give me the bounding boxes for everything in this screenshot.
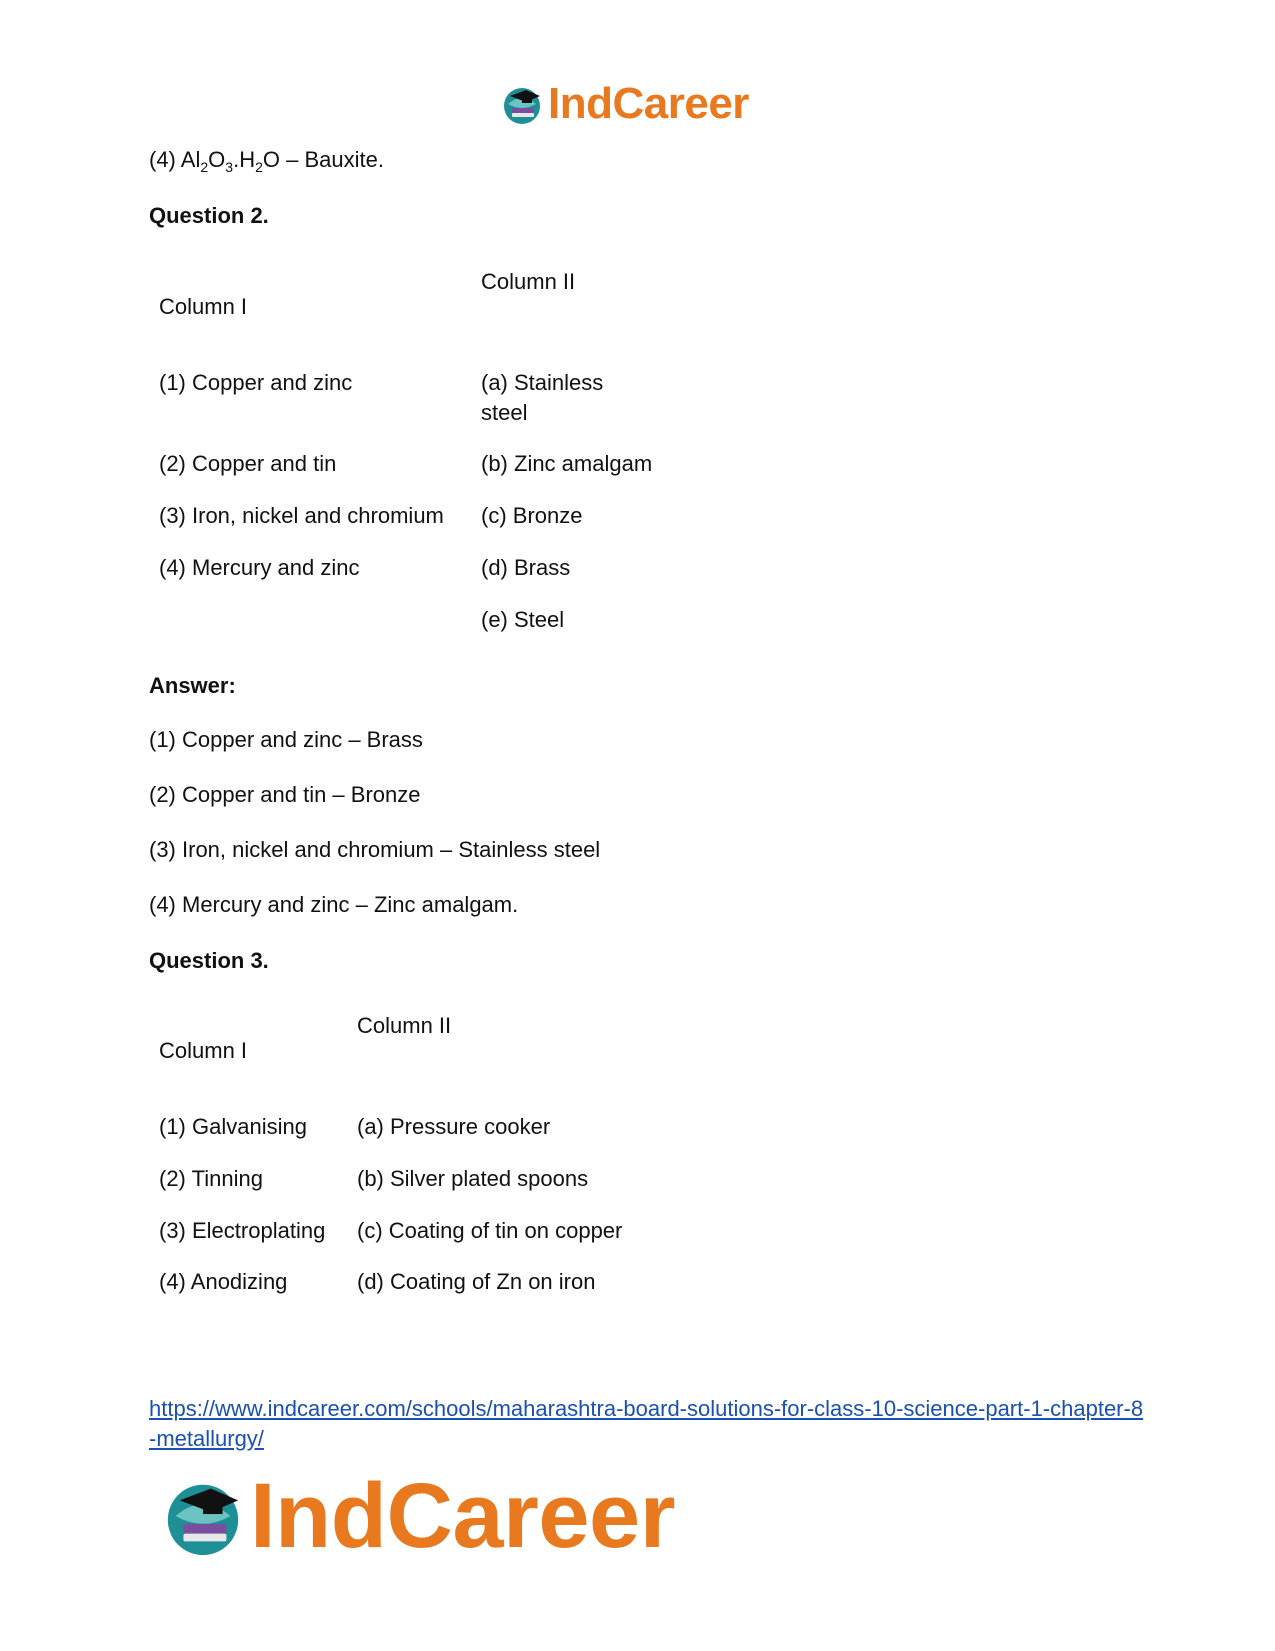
q2-col2-item: (d) Brass — [481, 555, 571, 580]
graduation-globe-icon — [500, 82, 544, 126]
answer-line: (3) Iron, nickel and chromium – Stainless steel — [149, 837, 601, 862]
answer-line: (1) Copper and zinc – Brass — [149, 727, 423, 752]
answer-title: Answer: — [149, 673, 236, 698]
q2-col1-header: Column I — [159, 294, 248, 319]
question-3-title: Question 3. — [149, 948, 269, 973]
q3-col2-item: (b) Silver plated spoons — [357, 1166, 589, 1191]
header-brand: IndCareer — [548, 79, 749, 128]
answer-line: (4) Mercury and zinc – Zinc amalgam. — [149, 892, 519, 917]
q3-col2-item: (a) Pressure cooker — [357, 1114, 551, 1139]
q2-col2-item: (b) Zinc amalgam — [481, 451, 653, 476]
q2-col2-item: steel — [481, 400, 528, 425]
q3-col1-item: (4) Anodizing — [159, 1269, 288, 1294]
q3-col1-item: (2) Tinning — [159, 1166, 263, 1191]
graduation-globe-icon — [160, 1473, 246, 1559]
q2-col1-item: (4) Mercury and zinc — [159, 555, 360, 580]
footer-brand: IndCareer — [250, 1465, 675, 1567]
q2-col1-item: (1) Copper and zinc — [159, 370, 353, 395]
q3-col2-item: (c) Coating of tin on copper — [357, 1218, 623, 1243]
q3-col1-item: (3) Electroplating — [159, 1218, 326, 1243]
q2-col2-item: (a) Stainless — [481, 370, 604, 395]
intro-line: (4) $Al_2O_3.H_2O$ – Bauxite. — [149, 147, 384, 175]
q3-col1-item: (1) Galvanising — [159, 1114, 307, 1139]
q2-col2-item: (e) Steel — [481, 607, 565, 632]
question-2-title: Question 2. — [149, 203, 269, 228]
header-logo — [500, 76, 749, 132]
answer-line: (2) Copper and tin – Bronze — [149, 782, 421, 807]
footer-logo — [160, 1466, 675, 1566]
q3-col2-header: Column II — [357, 1013, 452, 1038]
q2-col2-header: Column II — [481, 269, 576, 294]
q3-col1-header: Column I — [159, 1038, 248, 1063]
footer-url-link[interactable]: https://www.indcareer.com/schools/maharashtra-board-solutions-for-class-10-science-part-1-chapter-8-metallurgy/ — [149, 1396, 1144, 1451]
q2-col1-item: (2) Copper and tin — [159, 451, 337, 476]
q2-col1-item: (3) Iron, nickel and chromium — [159, 503, 444, 528]
q2-col2-item: (c) Bronze — [481, 503, 583, 528]
q3-col2-item: (d) Coating of Zn on iron — [357, 1269, 596, 1294]
